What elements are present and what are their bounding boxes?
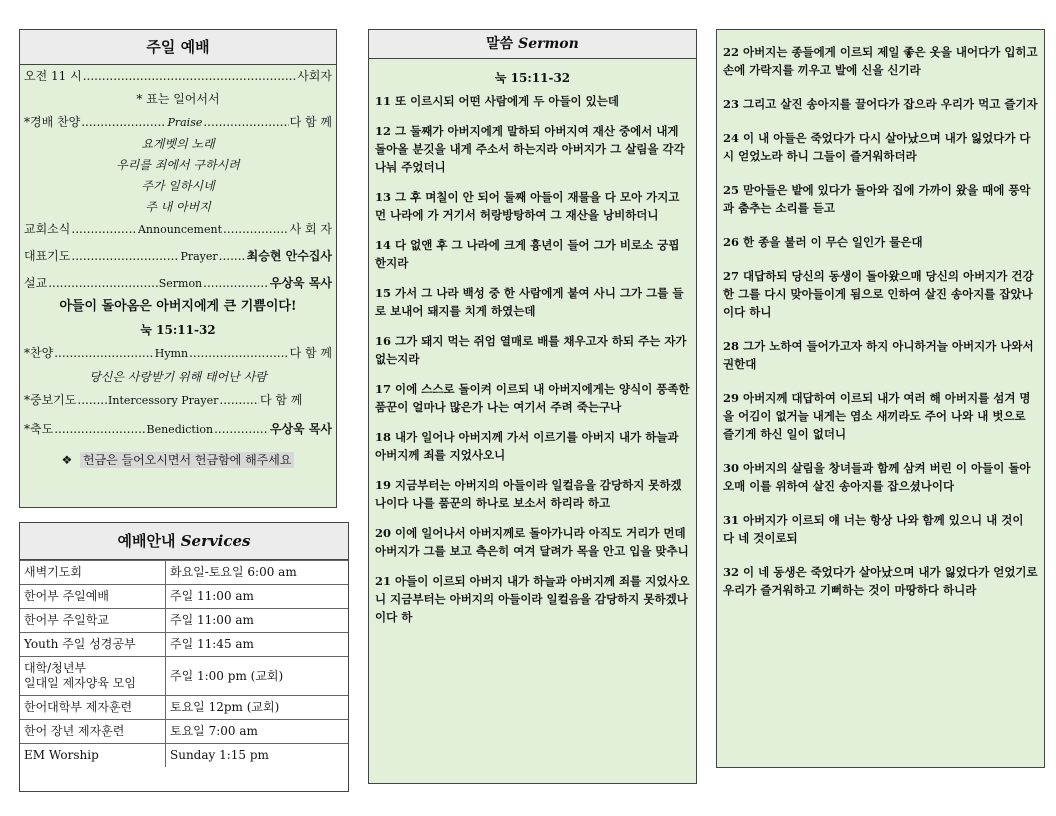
verse: 31 아버지가 이르되 얘 너는 항상 나와 함께 있으니 내 것이 다 네 것이로되 bbox=[723, 513, 1024, 545]
sermon-label: 설교 bbox=[24, 276, 48, 290]
service-time: 주일 1:00 pm (교회) bbox=[166, 657, 349, 696]
service-time: 주일 11:00 am bbox=[166, 585, 349, 609]
service-name: 한어부 주일예배 bbox=[20, 585, 166, 609]
praise-song: 주 내 아버지 bbox=[145, 200, 211, 214]
service-name: 새벽기도회 bbox=[20, 561, 166, 585]
service-row bbox=[20, 744, 348, 768]
service-row bbox=[20, 657, 348, 696]
verse: 22 아버지는 종들에게 이르되 제일 좋은 옷을 내어다가 입히고 손에 가락지를 끼우고 발에 신을 신기라 bbox=[723, 45, 1038, 77]
benediction-row bbox=[20, 418, 336, 441]
time-label: 오전 11 시 bbox=[24, 69, 82, 83]
verse: 12 그 둘째가 아버지에게 말하되 아버지여 재산 중에서 내게 돌아올 분깃을 내게 주소서 하는지라 아버지가 그 살림을 각각 나눠 주었더니 bbox=[375, 124, 685, 174]
announcement-en: Announcement bbox=[137, 223, 222, 236]
praise-en: Praise bbox=[167, 116, 203, 129]
verse: 19 지금부터는 아버지의 아들이라 일컬음을 감당하지 못하겠나이다 나를 품꾼의 하나로 보소서 하리라 하고 bbox=[375, 478, 682, 510]
praise-song: 주가 일하시네 bbox=[141, 179, 215, 193]
service-time: 토요일 7:00 am bbox=[166, 720, 349, 744]
intercessory-row bbox=[20, 389, 336, 412]
standing-note: * 표는 일어서서 bbox=[136, 92, 220, 106]
service-row bbox=[20, 696, 348, 720]
leader-label: 사회자 bbox=[297, 69, 332, 83]
service-time: 화요일-토요일 6:00 am bbox=[166, 561, 349, 585]
services-title-en: Services bbox=[180, 532, 251, 550]
benediction-label: *축도 bbox=[24, 422, 54, 436]
verse-list bbox=[717, 43, 1044, 599]
scripture-reference: 눅 15:11-32 bbox=[494, 71, 571, 85]
time-row bbox=[20, 65, 336, 88]
service-name: 한어 장년 제자훈련 bbox=[20, 720, 166, 744]
verse: 16 그가 돼지 먹는 쥐엄 열매로 배를 채우고자 하되 주는 자가 없는지라 bbox=[375, 334, 687, 366]
prayer-label: 대표기도 bbox=[24, 249, 71, 263]
service-name: EM Worship bbox=[20, 744, 166, 768]
service-row bbox=[20, 585, 348, 609]
announcement-leader: 사 회 자 bbox=[289, 222, 332, 236]
praise-leader: 다 함 께 bbox=[289, 115, 333, 129]
announcement-label: 교회소식 bbox=[24, 222, 71, 236]
sermon-row bbox=[20, 272, 336, 295]
diamond-bullet-icon: ❖ bbox=[61, 453, 73, 467]
hymn-song: 당신은 사랑받기 위해 태어난 사람 bbox=[89, 370, 267, 384]
service-name: 한어대학부 제자훈련 bbox=[20, 696, 166, 720]
verse: 24 이 내 아들은 죽었다가 다시 살아났으며 내가 잃었다가 다시 얻었노라 하니 그들이 즐거워하더라 bbox=[723, 131, 1031, 163]
service-name: 한어부 주일학교 bbox=[20, 609, 166, 633]
announcement-row bbox=[20, 218, 336, 241]
verse: 15 가서 그 나라 백성 중 한 사람에게 붙여 사니 그가 그를 들로 보내어 돼지를 치게 하였는데 bbox=[375, 286, 684, 318]
benediction-leader: 우상욱 목사 bbox=[269, 422, 332, 436]
verse: 27 대답하되 당신의 동생이 돌아왔으매 당신의 아버지가 건강한 그를 다시 맞아들이게 됨으로 인하여 살진 송아지를 잡았나이다 하니 bbox=[723, 269, 1034, 319]
praise-label: *경배 찬양 bbox=[24, 115, 81, 129]
benediction-en: Benediction bbox=[146, 423, 214, 436]
verse: 21 아들이 이르되 아버지 내가 하늘과 아버지께 죄를 지었사오니 지금부터는 아버지의 아들이라 일컬음을 감당하지 못하겠나이다 하 bbox=[375, 574, 690, 624]
worship-order-panel bbox=[19, 29, 337, 508]
praise-song: 요게벳의 노래 bbox=[141, 137, 215, 151]
services-title-ko: 예배안내 bbox=[117, 532, 176, 550]
verse: 32 이 네 동생은 죽었다가 살아났으며 내가 잃었다가 얻었기로 우리가 즐거워하고 기뻐하는 것이 마땅하다 하니라 bbox=[723, 565, 1038, 597]
verse: 20 이에 일어나서 아버지께로 돌아가니라 아직도 거리가 먼데 아버지가 그를 보고 측은히 여겨 달려가 목을 안고 입을 맞추니 bbox=[375, 526, 689, 558]
verse: 23 그리고 살진 송아지를 끌어다가 잡으라 우리가 먹고 즐기자 bbox=[723, 97, 1038, 111]
intercessory-en: Intercessory Prayer bbox=[108, 394, 219, 407]
prayer-en: Prayer bbox=[180, 250, 218, 263]
sermon-title-ko: 말씀 bbox=[486, 36, 514, 52]
sermon-title-en: Sermon bbox=[518, 36, 579, 52]
hymn-en: Hymn bbox=[154, 347, 189, 360]
verse: 25 맏아들은 밭에 있다가 돌아와 집에 가까이 왔을 때에 풍악과 춤추는 소리를 듣고 bbox=[723, 183, 1031, 215]
verse: 29 아버지께 대답하여 이르되 내가 여러 해 아버지를 섬겨 명을 어김이 없거늘 내게는 염소 새끼라도 주어 나와 내 벗으로 즐기게 하신 일이 없더니 bbox=[723, 391, 1031, 441]
service-row bbox=[20, 633, 348, 657]
sermon-panel bbox=[368, 29, 697, 784]
service-name: 대학/청년부 일대일 제자양육 모임 bbox=[20, 657, 166, 696]
praise-song: 우리를 죄에서 구하시려 bbox=[116, 158, 240, 172]
sermon-continuation-panel bbox=[716, 29, 1045, 768]
offering-text: 헌금은 들어오시면서 헌금함에 해주세요 bbox=[80, 452, 295, 468]
offering-note bbox=[20, 451, 336, 468]
service-time: 토요일 12pm (교회) bbox=[166, 696, 349, 720]
verse: 14 다 없앤 후 그 나라에 크게 흉년이 들어 그가 비로소 궁핍한지라 bbox=[375, 238, 680, 270]
verse: 18 내가 일어나 아버지께 가서 이르기를 아버지 내가 하늘과 아버지께 죄를 지었사오니 bbox=[375, 430, 679, 462]
service-time: Sunday 1:15 pm bbox=[166, 744, 349, 768]
sermon-en: Sermon bbox=[158, 277, 203, 290]
service-time: 주일 11:00 am bbox=[166, 609, 349, 633]
service-name: Youth 주일 성경공부 bbox=[20, 633, 166, 657]
sermon-preacher: 우상욱 목사 bbox=[269, 276, 332, 290]
service-row bbox=[20, 720, 348, 744]
intercessory-leader: 다 함 께 bbox=[259, 393, 303, 407]
verse: 26 한 종을 불러 이 무슨 일인가 물은대 bbox=[723, 235, 923, 249]
praise-row bbox=[20, 111, 336, 134]
services-table bbox=[20, 560, 348, 767]
worship-title: 주일 예배 bbox=[20, 30, 336, 65]
hymn-row bbox=[20, 342, 336, 365]
verse: 17 이에 스스로 돌이켜 이르되 내 아버지에게는 양식이 풍족한 품꾼이 얼마나 많은가 나는 여기서 주려 죽는구나 bbox=[375, 382, 690, 414]
verse: 30 아버지의 살림을 창녀들과 함께 삼켜 버린 이 아들이 돌아오매 이를 위하여 살진 송아지를 잡으셨나이다 bbox=[723, 461, 1031, 493]
verse-list bbox=[369, 92, 696, 626]
services-panel bbox=[19, 522, 349, 792]
prayer-leader: 최승현 안수집사 bbox=[246, 249, 332, 263]
services-title bbox=[20, 523, 348, 560]
sermon-ref: 눅 15:11-32 bbox=[140, 323, 216, 337]
hymn-label: *찬양 bbox=[24, 346, 54, 360]
prayer-row bbox=[20, 245, 336, 268]
intercessory-label: *중보기도 bbox=[24, 393, 77, 407]
service-row bbox=[20, 561, 348, 585]
verse: 11 또 이르시되 어떤 사람에게 두 아들이 있는데 bbox=[375, 94, 619, 108]
hymn-leader: 다 함 께 bbox=[289, 346, 333, 360]
service-row bbox=[20, 609, 348, 633]
verse: 13 그 후 며칠이 안 되어 둘째 아들이 재물을 다 모아 가지고 먼 나라에 가 거기서 허랑방탕하여 그 재산을 낭비하더니 bbox=[375, 190, 680, 222]
sermon-title: 아들이 돌아옴은 아버지에게 큰 기쁨이다! bbox=[59, 299, 297, 314]
sermon-panel-title bbox=[369, 30, 696, 59]
service-time: 주일 11:45 am bbox=[166, 633, 349, 657]
verse: 28 그가 노하여 들어가고자 하지 아니하거늘 아버지가 나와서 권한대 bbox=[723, 339, 1034, 371]
